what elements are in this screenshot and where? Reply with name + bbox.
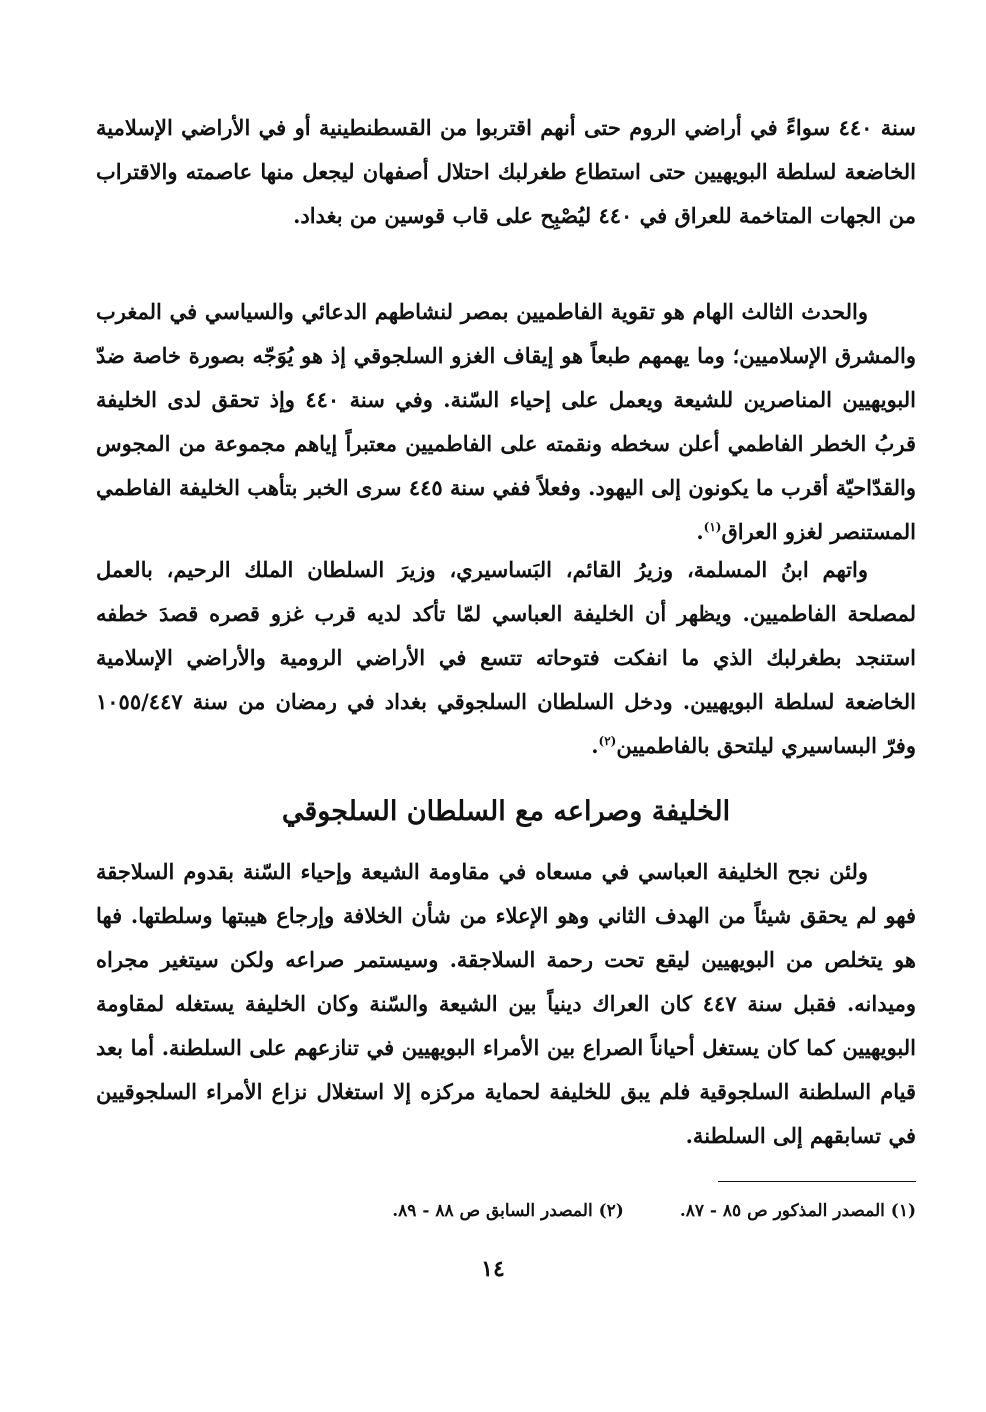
paragraph-4 <box>96 850 916 1158</box>
paragraph-2 <box>96 290 916 554</box>
paragraph-2-end: . <box>696 519 704 544</box>
paragraph-3-end: . <box>591 733 599 758</box>
paragraph-4-text: ولئن نجح الخليفة العباسي في مسعاه في مقاومة الشيعة وإحياء السّنة بقدوم السلاجقة فهو لم يحقق شيئاً من الهدف الثاني وهو الإعلاء من شأن الخلافة وإرجاع هيبتها وسلطتها. فها هو يتخلص من البويهيين ليقع تحت رحمة السلاجقة. وسيستمر صراعه ولكن سيتغير مجراه وميدانه. فقبل سنة ٤٤٧ كان العراك دينياً بين الشيعة والسّنة وكان الخليفة يستغله لمقاومة البويهيين كما كان يستغل أحياناً الصراع بين الأمراء البويهيين في تنازعهم على السلطنة. أما بعد قيام السلطنة السلجوقية فلم يبق للخليفة لحماية مركزه إلا استغلال نزاع الأمراء السلجوقيين في تسابقهم إلى السلطنة. <box>96 859 916 1148</box>
footnote-ref-1: (١) <box>703 520 722 534</box>
paragraph-3-body <box>96 548 916 768</box>
footnote-ref-2: (٢) <box>598 734 617 748</box>
paragraph-3 <box>96 548 916 768</box>
paragraph-1-text: سنة ٤٤٠ سواءً في أراضي الروم حتى أنهم اقتربوا من القسطنطينية أو في الأراضي الإسلامية الخاضعة لسلطة البويهيين حتى استطاع طغرلبك احتلال أصفهان ليجعل منها عاصمته والاقتراب من الجهات المتاخمة للعراق في ٤٤٠ ليُصْبِح على قاب قوسين من بغداد. <box>96 115 916 228</box>
paragraph-1 <box>96 106 916 238</box>
page-number: ١٤ <box>481 1256 505 1282</box>
paragraph-2-body <box>96 290 916 554</box>
footnote-2: (٢) المصدر السابق ص ٨٨ - ٨٩. <box>392 1201 624 1221</box>
section-heading: الخليفة وصراعه مع السلطان السلجوقي <box>281 796 731 827</box>
footnotes <box>180 1196 916 1226</box>
footnote-divider <box>718 1181 916 1182</box>
footnote-1: (١) المصدر المذكور ص ٨٥ - ٨٧. <box>679 1201 916 1221</box>
paragraph-3-text: واتهم ابنُ المسلمة، وزيرُ القائم، البَساسيري، وزيرَ السلطان الملك الرحيم، بالعمل لمصلحة الفاطميين. ويظهر أن الخليفة العباسي لمّا تأكد لديه قرب غزو قصره قصدَ خطفه استنجد بطغرلبك الذي ما انفكت فتوحاته تتسع في الأراضي الرومية والأراضي الإسلامية الخاضعة لسلطة البويهيين. ودخل السلطان السلجوقي بغداد في رمضان من سنة ١٠٥٥/٤٤٧ وفرّ البساسيري ليلتحق بالفاطميين <box>96 557 916 758</box>
paragraph-2-text: والحدث الثالث الهام هو تقوية الفاطميين بمصر لنشاطهم الدعائي والسياسي في المغرب والمشرق الإسلاميين؛ وما يهمهم طبعاً هو إيقاف الغزو السلجوقي إذ هو يُوَجّه بصورة خاصة ضدّ البويهيين المناصرين للشيعة ويعمل على إحياء السّنة. وفي سنة ٤٤٠ وإذ تحقق لدى الخليفة قربُ الخطر الفاطمي أعلن سخطه ونقمته على الفاطميين معتبراً إياهم مجموعة من المجوس والقدّاحيّة أقرب ما يكونون إلى اليهود. وفعلاً ففي سنة ٤٤٥ سرى الخبر بتأهب الخليفة الفاطمي المستنصر لغزو العراق <box>96 299 916 544</box>
